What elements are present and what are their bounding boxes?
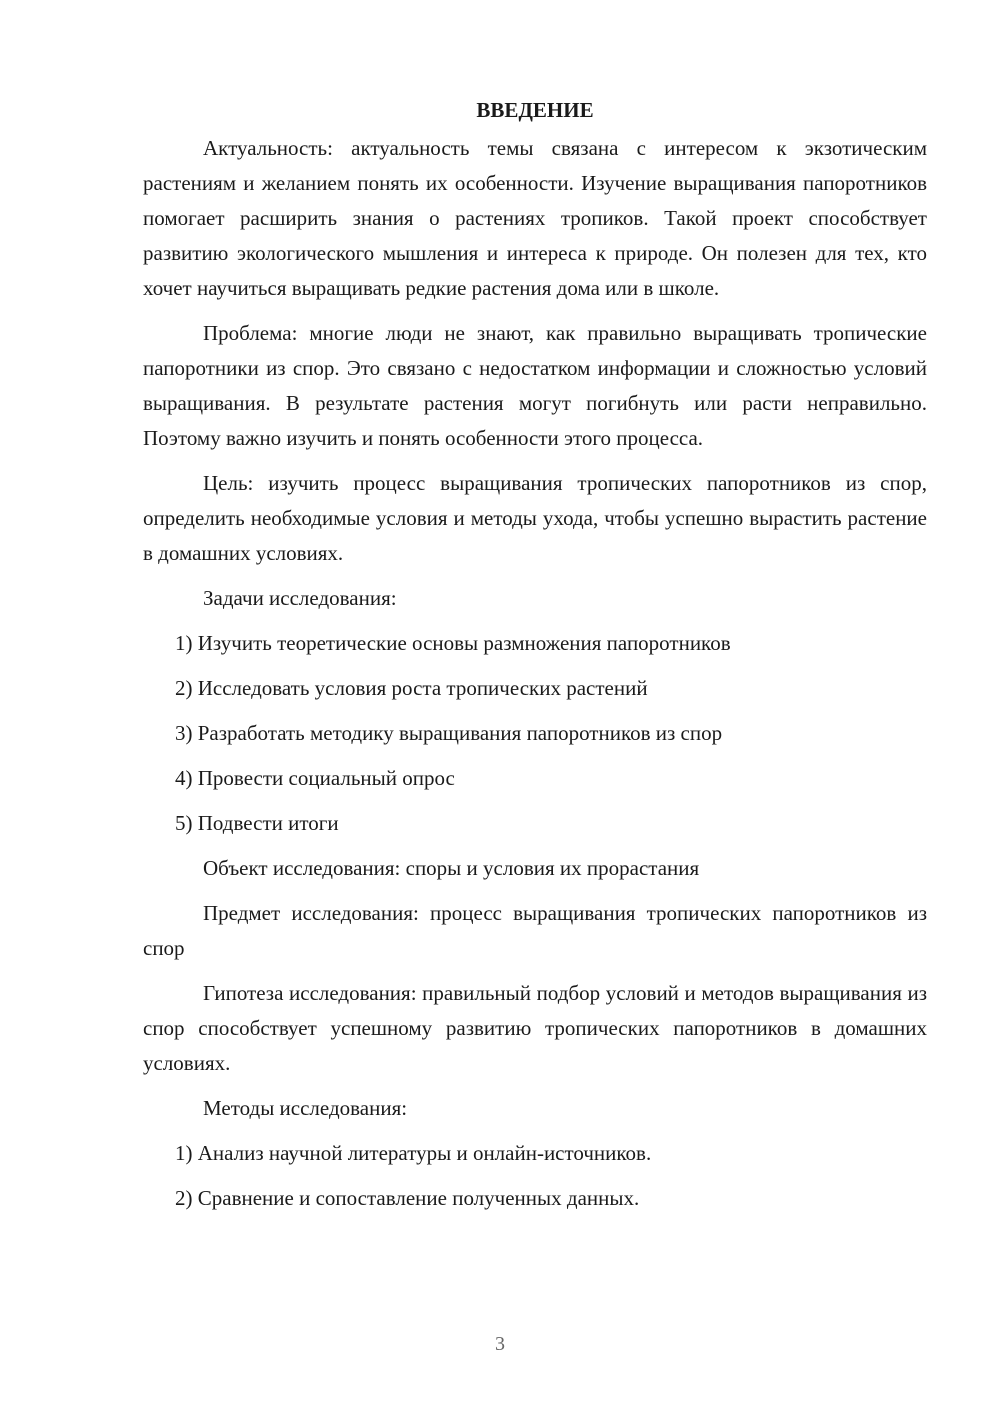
- hypothesis-paragraph: Гипотеза исследования: правильный подбор условий и методов выращивания из спор способствует успешному развитию тропических папоротников в домашних условиях.: [143, 981, 927, 1075]
- task-item: 5) Подвести итоги: [175, 811, 339, 835]
- object-paragraph: Объект исследования: споры и условия их прорастания: [203, 856, 700, 880]
- method-item: 2) Сравнение и сопоставление полученных данных.: [175, 1186, 640, 1210]
- task-item: 2) Исследовать условия роста тропических растений: [175, 676, 648, 700]
- section-title: ВВЕДЕНИЕ: [476, 98, 594, 122]
- task-item: 3) Разработать методику выращивания папоротников из спор: [175, 721, 723, 745]
- task-item: 1) Изучить теоретические основы размножения папоротников: [175, 631, 731, 655]
- document-page: [143, 95, 927, 1226]
- problem-paragraph: Проблема: многие люди не знают, как правильно выращивать тропические папоротники из спор. Это связано с недостатком информации и сложностью условий выращивания. В результате растения могут погибнуть или расти неправильно. Поэтому важно изучить и понять особенности этого процесса.: [143, 321, 927, 450]
- goal-paragraph: Цель: изучить процесс выращивания тропических папоротников из спор, определить необходимые условия и методы ухода, чтобы успешно вырастить растение в домашних условиях.: [143, 471, 927, 565]
- page-number: 3: [495, 1333, 505, 1355]
- method-item: 1) Анализ научной литературы и онлайн-источников.: [175, 1141, 652, 1165]
- tasks-heading: Задачи исследования:: [203, 586, 397, 610]
- methods-heading: Методы исследования:: [203, 1096, 408, 1120]
- task-item: 4) Провести социальный опрос: [175, 766, 455, 790]
- relevance-paragraph: Актуальность: актуальность темы связана с интересом к экзотическим растениям и желанием понять их особенности. Изучение выращивания папоротников помогает расширить знания о растениях тропиков. Такой проект способствует развитию экологического мышления и интереса к природе. Он полезен для тех, кто хочет научиться выращивать редкие растения дома или в школе.: [143, 136, 927, 300]
- subject-paragraph: Предмет исследования: процесс выращивания тропических папоротников из спор: [143, 901, 927, 960]
